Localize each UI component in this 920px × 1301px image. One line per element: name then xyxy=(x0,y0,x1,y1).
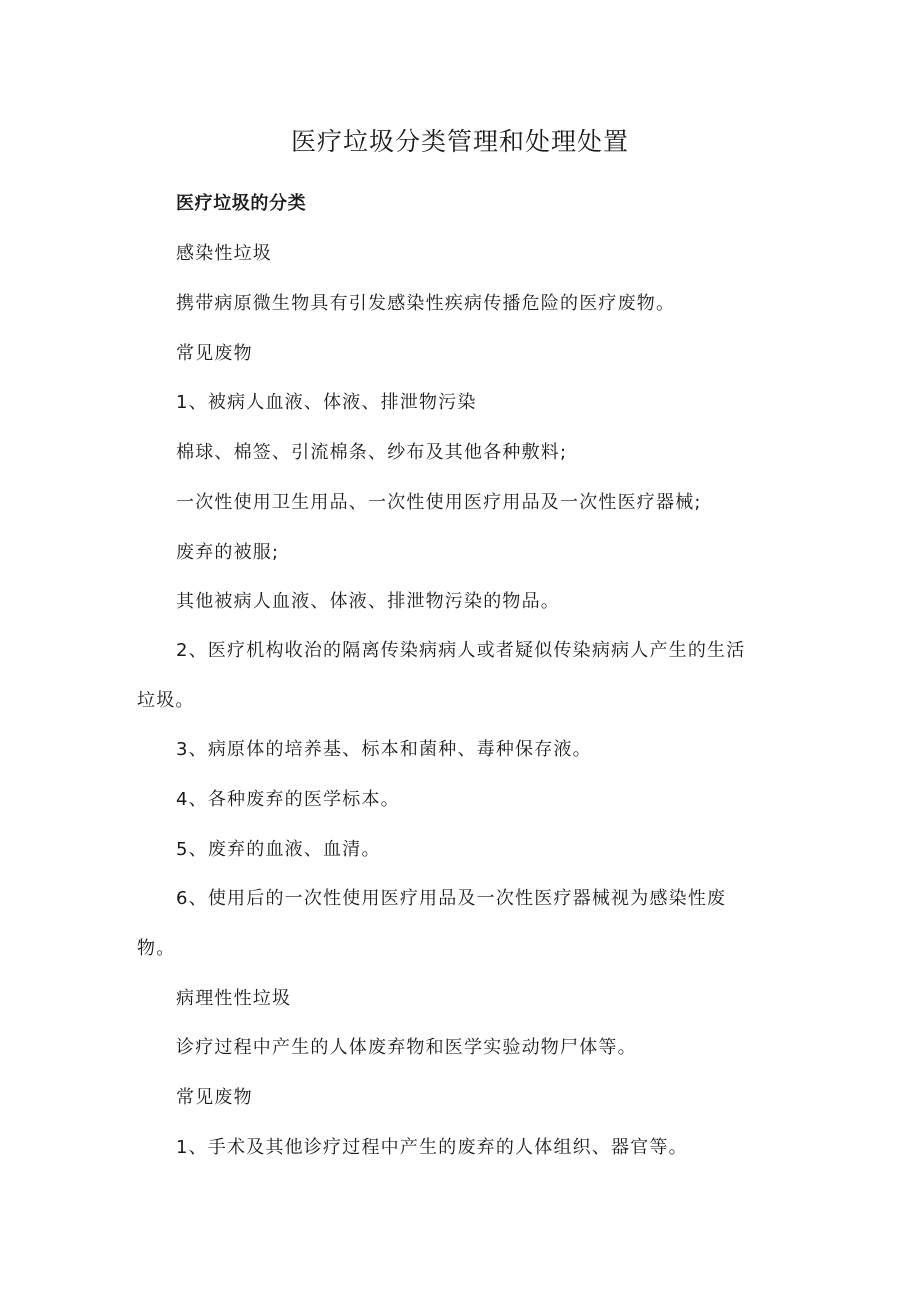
infectious-item-2-line1: 2、医疗机构收治的隔离传染病病人或者疑似传染病病人产生的生活 xyxy=(176,640,746,661)
infectious-item-1: 1、被病人血液、体液、排泄物污染 xyxy=(176,392,477,413)
infectious-item-4: 4、各种废弃的医学标本。 xyxy=(176,789,400,810)
infectious-common-label: 常见废物 xyxy=(176,343,253,364)
infectious-item-1b: 一次性使用卫生用品、一次性使用医疗用品及一次性医疗器械; xyxy=(176,492,702,513)
pathological-common-label: 常见废物 xyxy=(176,1087,253,1108)
pathological-item-1: 1、手术及其他诊疗过程中产生的废弃的人体组织、器官等。 xyxy=(176,1137,688,1158)
infectious-item-2-line2: 垃圾。 xyxy=(137,690,195,711)
document-title: 医疗垃圾分类管理和处理处置 xyxy=(290,127,629,156)
infectious-heading: 感染性垃圾 xyxy=(176,243,272,264)
pathological-definition: 诊疗过程中产生的人体废弃物和医学实验动物尸体等。 xyxy=(176,1037,637,1058)
pathological-heading: 病理性性垃圾 xyxy=(176,988,292,1009)
infectious-item-1a: 棉球、棉签、引流棉条、纱布及其他各种敷料; xyxy=(176,442,568,463)
infectious-item-6-line2: 物。 xyxy=(137,938,176,959)
infectious-item-1c: 废弃的被服; xyxy=(176,542,280,563)
infectious-item-3: 3、病原体的培养基、标本和菌种、毒种保存液。 xyxy=(176,739,592,760)
infectious-item-5: 5、废弃的血液、血清。 xyxy=(176,839,381,860)
infectious-item-1d: 其他被病人血液、体液、排泄物污染的物品。 xyxy=(176,591,560,612)
infectious-definition: 携带病原微生物具有引发感染性疾病传播危险的医疗废物。 xyxy=(176,293,676,314)
infectious-item-6-line1: 6、使用后的一次性使用医疗用品及一次性医疗器械视为感染性废 xyxy=(176,888,727,909)
section-heading: 医疗垃圾的分类 xyxy=(176,193,307,214)
